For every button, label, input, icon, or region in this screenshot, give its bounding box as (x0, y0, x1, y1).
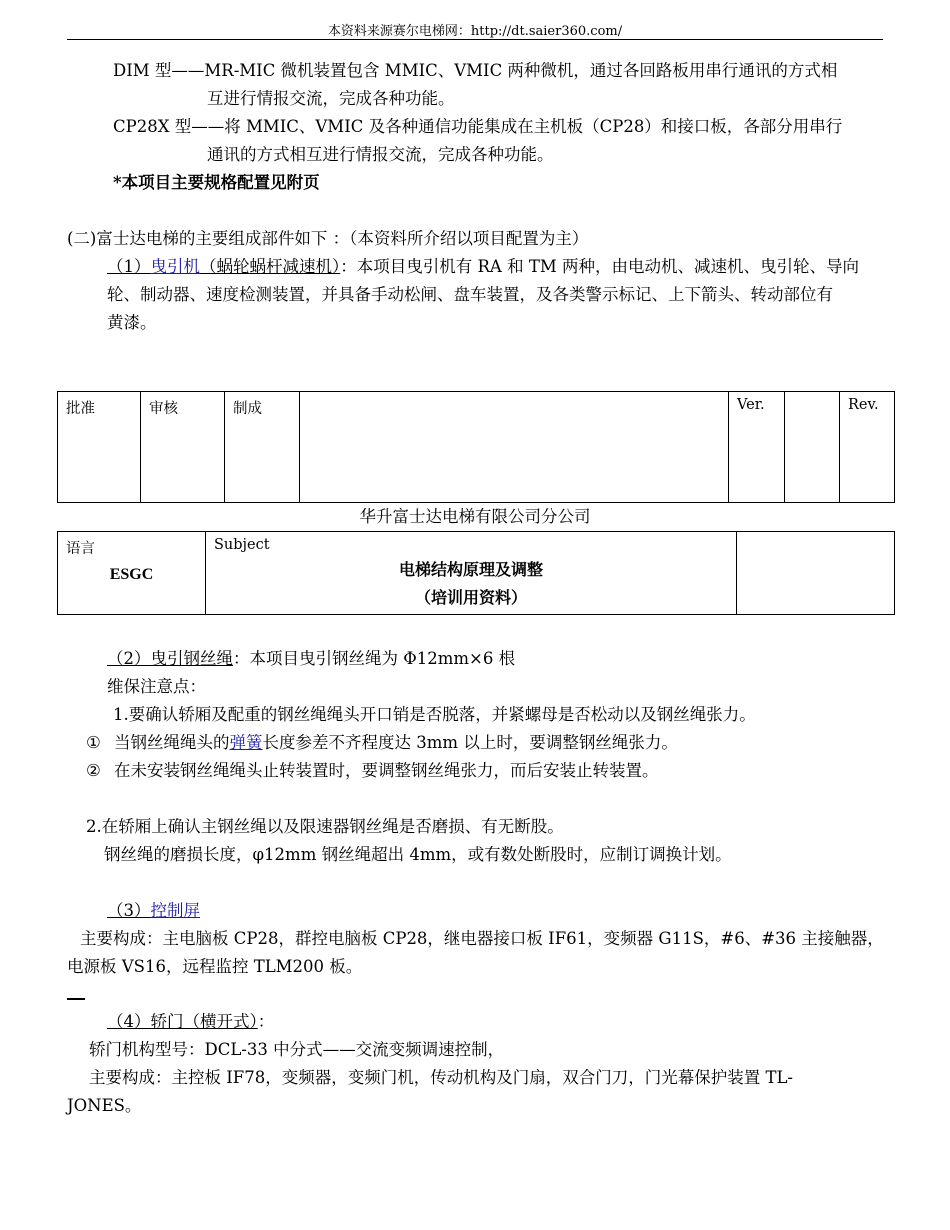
item2-heading-text: ：本项目曳引钢丝绳为 Φ12mm×6 根 (233, 649, 516, 668)
cp28x-line-1: CP28X 型——将 MMIC、VMIC 及各种通信功能集成在主机板（CP28）和接口板，各部分用串行 (113, 117, 843, 136)
dim-line-1: DIM 型——MR-MIC 微机装置包含 MMIC、VMIC 两种微机，通过各回路板用串行通讯的方式相 (113, 61, 838, 80)
item4-line-2: JONES。 (67, 1096, 142, 1115)
cp28x-line-2: 通讯的方式相互进行情报交流，完成各种功能。 (207, 145, 554, 164)
subject-cell (206, 532, 737, 615)
blank-cell (300, 392, 729, 503)
item1-line-1 (107, 253, 859, 281)
condition-2-mark: ② (86, 761, 101, 780)
subject-label: Subject (214, 537, 270, 553)
language-cell (58, 532, 206, 615)
item3-line-2: 电源板 VS16，远程监控 TLM200 板。 (67, 957, 363, 976)
maintenance-point-2: 2.在轿厢上确认主钢丝绳以及限速器钢丝绳是否磨损、有无断股。 (86, 817, 564, 836)
condition-1-post: 长度参差不齐程度达 3mm 以上时，要调整钢丝绳张力。 (262, 733, 678, 752)
document-title: 电梯结构原理及调整 (398, 560, 543, 579)
dim-line-2: 互进行情报交流，完成各种功能。 (207, 89, 455, 108)
traction-machine-link[interactable]: 曳引机 (150, 257, 200, 276)
maintenance-point-1: 1.要确认轿厢及配重的钢丝绳绳头开口销是否脱落，并紧螺母是否松动以及钢丝绳张力。 (113, 705, 756, 724)
approve-cell: 批准 (58, 392, 141, 503)
signature-table (57, 391, 895, 503)
section2-heading: (二)富士达电梯的主要组成部件如下 ：（本资料所介绍以项目配置为主） (67, 229, 589, 248)
item4-colon: ： (257, 1012, 275, 1031)
item3-line-1: 主要构成：主电脑板 CP28，群控电脑板 CP28，继电器接口板 IF61，变频器 G11S，#6、#36 主接触器， (80, 929, 884, 948)
condition-2 (86, 757, 659, 785)
short-rule (67, 998, 85, 1000)
item1-text: ：本项目曳引机有 RA 和 TM 两种，由电动机、减速机、曳引轮、导向 (340, 257, 859, 276)
page-header-source: 本资料来源赛尔电梯网：http://dt.saier360.com/ (327, 24, 623, 39)
language-value: ESGC (109, 566, 154, 583)
item1-suffix: （蜗轮蜗杆减速机） (200, 257, 341, 276)
condition-1-mark: ① (86, 733, 101, 752)
maintenance-point-2-detail: 钢丝绳的磨损长度，φ12mm 钢丝绳超出 4mm，或有数处断股时，应制订调换计划。 (104, 845, 732, 864)
header-rule (67, 39, 883, 40)
spec-note: *本项目主要规格配置见附页 (113, 173, 320, 192)
item2-heading: （2）曳引钢丝绳 (107, 649, 233, 668)
item3-heading (107, 897, 200, 925)
review-cell: 审核 (141, 392, 225, 503)
subject-blank-cell (737, 532, 895, 615)
maintenance-label: 维保注意点： (107, 677, 206, 696)
language-label: 语言 (66, 541, 95, 557)
item1-prefix: （1） (107, 257, 151, 276)
item1-line-3: 黄漆。 (107, 313, 157, 332)
condition-1-pre: 当钢丝绳绳头的 (114, 733, 230, 752)
spring-link[interactable]: 弹簧 (229, 733, 263, 752)
item1-line-2: 轮、制动器、速度检测装置，并具备手动松闸、盘车装置，及各类警示标记、上下箭头、转动部位有 (107, 285, 833, 304)
door-model: 轿门机构型号：DCL-33 中分式——交流变频调速控制， (89, 1040, 505, 1059)
subject-table (57, 531, 895, 615)
condition-2-text: 在未安装钢丝绳绳头止转装置时，要调整钢丝绳张力，而后安装止转装置。 (114, 761, 659, 780)
item4-heading: （4）轿门（横开式） (107, 1012, 258, 1031)
document-subtitle: （培训用资料） (414, 588, 527, 607)
ver-cell: Ver. (729, 392, 785, 503)
item4-heading-line (107, 1008, 274, 1036)
item4-line-1: 主要构成：主控板 IF78，变频器，变频门机，传动机构及门扇，双合门刀，门光幕保护装置 TL- (89, 1068, 793, 1087)
rev-cell: Rev. (840, 392, 895, 503)
ver-value-cell (785, 392, 840, 503)
item3-prefix: （3） (107, 901, 151, 920)
condition-1 (86, 729, 678, 757)
prepare-cell: 制成 (225, 392, 300, 503)
item2-heading-line (107, 645, 515, 673)
control-panel-link[interactable]: 控制屏 (150, 901, 200, 920)
company-name: 华升富士达电梯有限公司分公司 (359, 507, 591, 526)
